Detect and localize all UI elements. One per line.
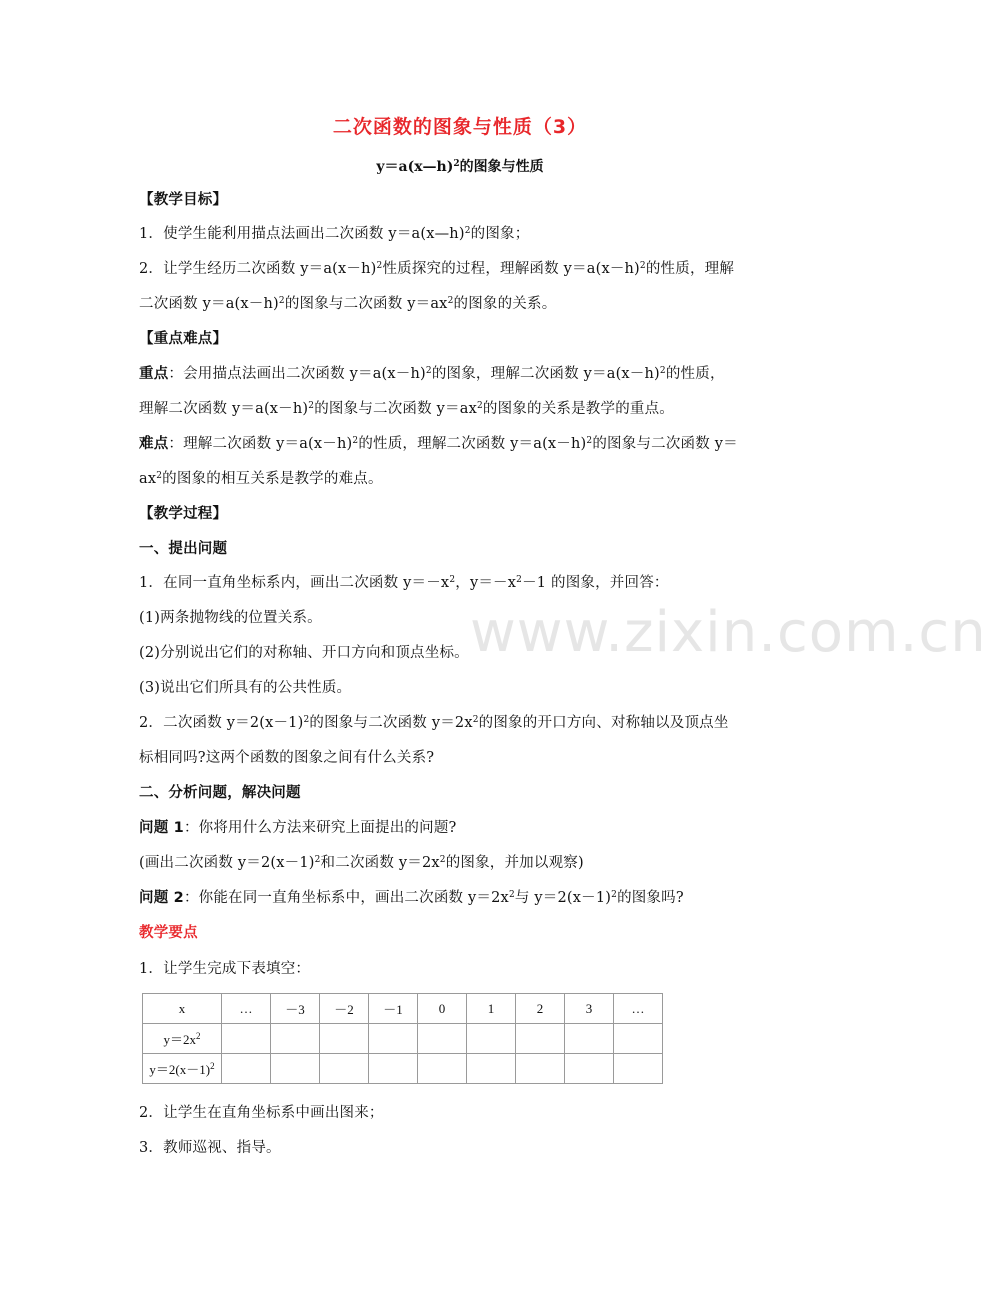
question-1: 1．在同一直角坐标系内，画出二次函数 $y=-x^2$，$y=-x^2-1$ 的图象，并回答： bbox=[139, 575, 669, 591]
section-heading-process: 【教学过程】 bbox=[139, 506, 228, 522]
question-1-item-1: (1)两条抛物线的位置关系。 bbox=[139, 610, 322, 626]
goal-1: 1．使学生能利用描点法画出二次函数 y＝a(x—h)$^2$的图象； bbox=[139, 226, 530, 242]
table-empty-cell[interactable] bbox=[369, 1024, 418, 1054]
teaching-points-heading: 教学要点 bbox=[139, 925, 198, 941]
table-empty-cell[interactable] bbox=[222, 1024, 271, 1054]
table-row bbox=[143, 1024, 663, 1054]
table-empty-cell[interactable] bbox=[369, 1054, 418, 1084]
table-empty-cell[interactable] bbox=[516, 1054, 565, 1084]
table-cell: 2 bbox=[516, 994, 565, 1024]
subtitle-text: 的图象与性质 bbox=[459, 159, 544, 175]
table-empty-cell[interactable] bbox=[467, 1054, 516, 1084]
part-1-heading: 一、提出问题 bbox=[139, 541, 228, 557]
table-empty-cell[interactable] bbox=[418, 1024, 467, 1054]
difficult-point-continued: $ax^2$的图象的相互关系是教学的难点。 bbox=[139, 471, 383, 487]
step-3: 3．教师巡视、指导。 bbox=[139, 1140, 281, 1156]
table-empty-cell[interactable] bbox=[271, 1054, 320, 1084]
table-row bbox=[143, 1054, 663, 1084]
question-2: 2．二次函数 $y=2(x-1)^2$的图象与二次函数 $y=2x^2$的图象的开口方向、对称轴以及顶点坐 bbox=[139, 715, 729, 731]
table-cell: 1 bbox=[467, 994, 516, 1024]
problem-1-note: (画出二次函数 $y=2(x-1)^2$和二次函数 $y=2x^2$的图象，并加以观察) bbox=[139, 855, 584, 871]
table-cell: … bbox=[222, 994, 271, 1024]
subtitle-exponent: 2 bbox=[453, 159, 460, 169]
part-2-heading: 二、分析问题，解决问题 bbox=[139, 785, 301, 801]
table-cell: －2 bbox=[320, 994, 369, 1024]
table-empty-cell[interactable] bbox=[320, 1054, 369, 1084]
table-cell: －3 bbox=[271, 994, 320, 1024]
key-point: 重点：会用描点法画出二次函数 $y=a(x-h)^2$的图象，理解二次函数 $y=a(x-h)^2$的性质， bbox=[139, 366, 725, 382]
table-cell: －1 bbox=[369, 994, 418, 1024]
table-empty-cell[interactable] bbox=[565, 1024, 614, 1054]
table-cell: 3 bbox=[565, 994, 614, 1024]
table-empty-cell[interactable] bbox=[565, 1054, 614, 1084]
table-header-row bbox=[143, 994, 663, 1024]
question-2-continued: 标相同吗?这两个函数的图象之间有什么关系? bbox=[139, 750, 435, 766]
table-row-label: $y=2(x-1)^2$ bbox=[143, 1054, 222, 1084]
table-empty-cell[interactable] bbox=[614, 1024, 663, 1054]
table-empty-cell[interactable] bbox=[320, 1024, 369, 1054]
watermark: www.zixin.com.cn bbox=[470, 600, 987, 665]
table-empty-cell[interactable] bbox=[516, 1024, 565, 1054]
table-row-label: $y=2x^2$ bbox=[143, 1024, 222, 1054]
table-empty-cell[interactable] bbox=[271, 1024, 320, 1054]
difficult-point: 难点：理解二次函数 $y=a(x-h)^2$的性质，理解二次函数 $y=a(x-h)^2$的图象与二次函数 y＝ bbox=[139, 436, 738, 452]
subtitle-formula: y＝a(x—h) bbox=[376, 159, 454, 175]
section-heading-goals: 【教学目标】 bbox=[139, 192, 228, 208]
table-empty-cell[interactable] bbox=[418, 1054, 467, 1084]
table-empty-cell[interactable] bbox=[467, 1024, 516, 1054]
goal-2: 2．让学生经历二次函数 $y=a(x-h)^2$性质探究的过程，理解函数 $y=a(x-h)^2$的性质，理解 bbox=[139, 261, 735, 277]
problem-2: 问题 2：你能在同一直角坐标系中，画出二次函数 $y=2x^2$与 $y=2(x-1)^2$的图象吗? bbox=[139, 890, 684, 906]
table-cell: x bbox=[143, 994, 222, 1024]
fill-in-table bbox=[142, 993, 663, 1084]
step-2: 2．让学生在直角坐标系中画出图来； bbox=[139, 1105, 384, 1121]
question-1-item-3: (3)说出它们所具有的公共性质。 bbox=[139, 680, 352, 696]
document-subtitle bbox=[0, 156, 920, 176]
problem-1: 问题 1：你将用什么方法来研究上面提出的问题? bbox=[139, 820, 457, 836]
table-cell: 0 bbox=[418, 994, 467, 1024]
table-empty-cell[interactable] bbox=[614, 1054, 663, 1084]
table-cell: … bbox=[614, 994, 663, 1024]
section-heading-key-points: 【重点难点】 bbox=[139, 331, 228, 347]
step-1: 1．让学生完成下表填空： bbox=[139, 961, 311, 977]
document-title: 二次函数的图象与性质（3） bbox=[332, 116, 588, 138]
key-point-continued: 理解二次函数 $y=a(x-h)^2$的图象与二次函数 $y=ax^2$的图象的关系是教学的重点。 bbox=[139, 401, 674, 417]
table-empty-cell[interactable] bbox=[222, 1054, 271, 1084]
question-1-item-2: (2)分别说出它们的对称轴、开口方向和顶点坐标。 bbox=[139, 645, 469, 661]
goal-2-continued: 二次函数 $y=a(x-h)^2$的图象与二次函数 $y=ax^2$的图象的关系。 bbox=[139, 296, 557, 312]
